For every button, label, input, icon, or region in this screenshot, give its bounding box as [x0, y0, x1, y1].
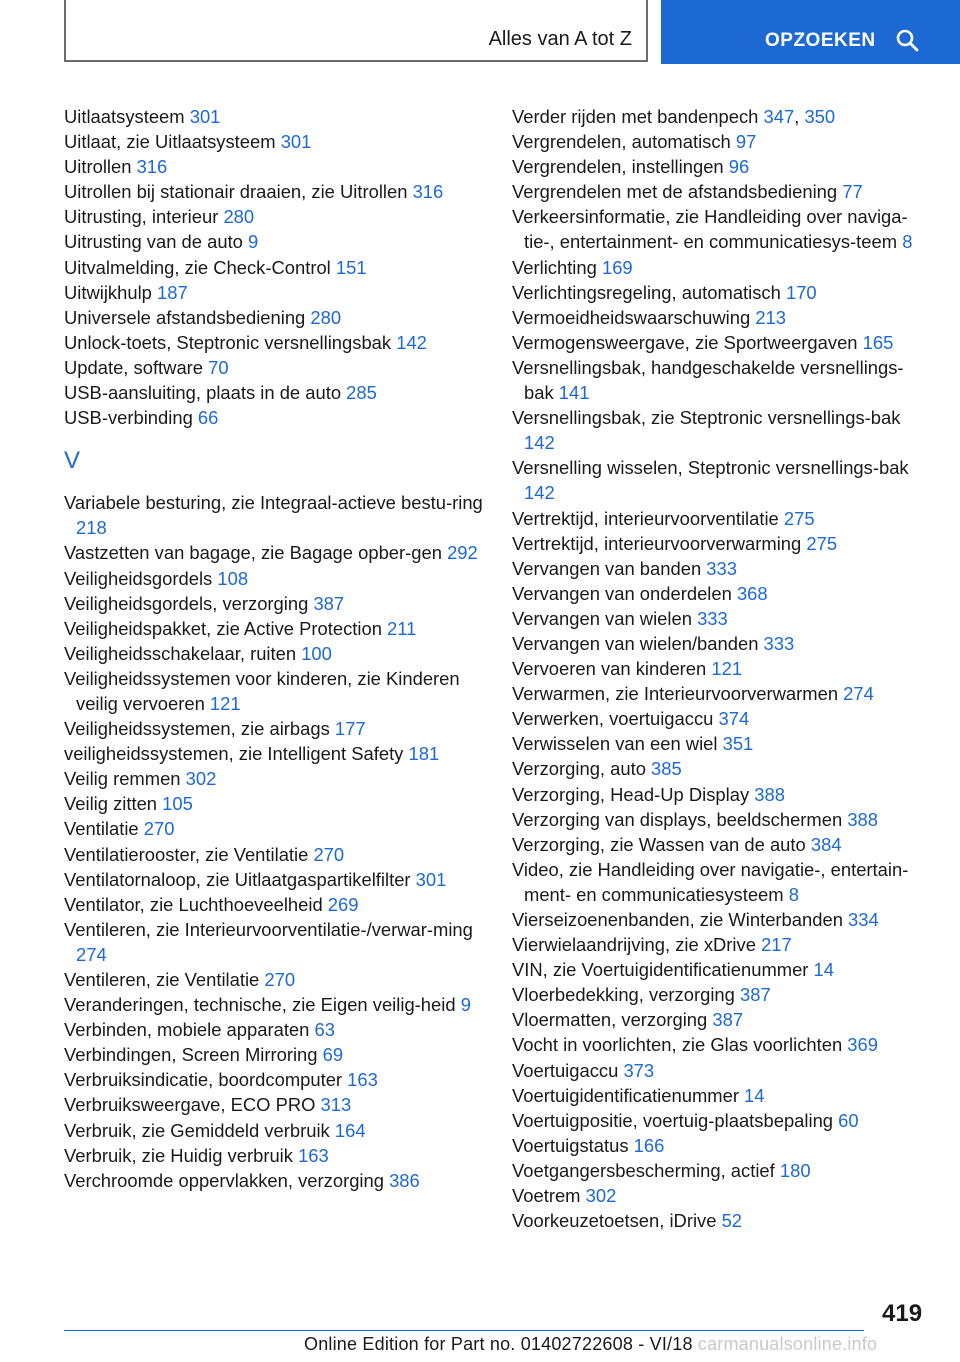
index-entry — [64, 892, 484, 917]
index-entry-term: Universele afstandsbediening — [64, 306, 311, 328]
page-link[interactable]: 302 — [185, 768, 217, 790]
index-entry — [64, 1092, 484, 1117]
page-link[interactable]: 387 — [739, 984, 771, 1006]
index-entry-term: Uitvalmelding, zie Check-Control — [64, 256, 336, 278]
index-entry — [64, 204, 484, 229]
page-link[interactable]: 105 — [162, 793, 193, 815]
footer-watermark: carmanualsonline.info — [697, 1334, 878, 1354]
index-entry — [64, 540, 484, 565]
index-entry — [64, 616, 484, 641]
index-entry-term: Veiligheidsschakelaar, ruiten — [64, 642, 302, 664]
index-entry — [64, 179, 484, 204]
index-entry-term: Versnellingsbak, handgeschakelde versnellings-bak — [512, 356, 904, 404]
page-link[interactable]: 121 — [711, 658, 743, 680]
index-entry — [512, 807, 932, 832]
page-link[interactable]: 285 — [346, 382, 377, 404]
index-entry-term: Voetrem — [512, 1185, 586, 1207]
page-link[interactable]: 301 — [280, 131, 312, 153]
footer-edition: Online Edition for Part no. 01402722608 - VI/18 — [304, 1334, 693, 1354]
page-link[interactable]: 275 — [783, 507, 815, 529]
index-entry-term: Vastzetten van bagage, zie Bagage opber-gen — [64, 542, 448, 564]
index-entry-term: Vermogensweergave, zie Sportweergaven — [512, 331, 863, 353]
index-entry-term: Verbindingen, Screen Mirroring — [64, 1044, 323, 1066]
index-entry-term: Vermoeidheidswaarschuwing — [512, 306, 756, 328]
index-entry-term: Voertuigpositie, voertuig-plaatsbepaling — [512, 1109, 839, 1131]
page-link[interactable]: 163 — [347, 1069, 378, 1091]
page-link[interactable]: 66 — [197, 407, 219, 429]
index-entry — [64, 229, 484, 254]
page-link[interactable]: 9 — [248, 231, 259, 253]
page-link[interactable]: 170 — [785, 281, 817, 303]
index-entry-term: Ventilatierooster, zie Ventilatie — [64, 843, 314, 865]
page-link[interactable]: 269 — [327, 893, 359, 915]
index-entry — [512, 982, 932, 1007]
index-entry — [512, 857, 932, 907]
page-link[interactable]: 333 — [697, 607, 728, 629]
index-entry — [64, 1067, 484, 1092]
index-entry-term: Unlock-toets, Steptronic versnellingsbak — [64, 331, 397, 353]
page-link[interactable]: 69 — [322, 1044, 344, 1066]
index-entry — [512, 581, 932, 606]
page-link[interactable]: 274 — [843, 683, 874, 705]
index-entry — [512, 606, 932, 631]
index-entry — [512, 455, 932, 505]
page-link[interactable]: 313 — [320, 1094, 352, 1116]
index-entry — [64, 405, 484, 430]
page-link[interactable]: 347 — [763, 106, 795, 127]
page-link[interactable]: 8 — [902, 231, 913, 253]
page-number: 419 — [882, 1300, 923, 1327]
index-entry — [64, 591, 484, 616]
index-entry — [512, 706, 932, 731]
index-entry-term: Ventilatornaloop, zie Uitlaatgaspartikelfilter — [64, 868, 416, 890]
index-entry — [64, 1168, 484, 1193]
index-entry — [64, 716, 484, 741]
page-separator: , — [794, 106, 805, 127]
top-navigation — [0, 0, 960, 66]
index-entry-term: Veiligheidspakket, zie Active Protection — [64, 617, 388, 639]
page-link[interactable]: 387 — [712, 1009, 744, 1031]
index-entry-term: Uitwijkhulp — [64, 281, 158, 303]
index-entry-term: Verlichting — [512, 256, 602, 278]
index-entry — [64, 355, 484, 380]
index-entry — [512, 305, 932, 330]
page-link[interactable]: 218 — [76, 517, 107, 539]
index-entry — [512, 556, 932, 581]
page-link[interactable]: 385 — [651, 758, 682, 780]
page-link[interactable]: 386 — [389, 1169, 420, 1191]
page-link[interactable]: 292 — [447, 542, 478, 564]
index-entry — [64, 791, 484, 816]
index-entry — [512, 932, 932, 957]
index-entry — [512, 1032, 932, 1057]
index-entry-term: Update, software — [64, 356, 209, 378]
index-entry-term: Video, zie Handleiding over navigatie-, entertain-ment- en communicatiesysteem — [512, 858, 909, 905]
index-entry-term: Verbruiksweergave, ECO PRO — [64, 1094, 321, 1116]
page-link[interactable]: 301 — [415, 868, 447, 890]
index-entry-term: Vervangen van wielen — [512, 607, 698, 629]
index-entry-term: Versnellingsbak, zie Steptronic versnellings-bak — [512, 407, 901, 429]
page-link[interactable]: 180 — [779, 1159, 811, 1181]
index-entry — [512, 756, 932, 781]
page-link[interactable]: 270 — [143, 818, 175, 840]
page-link[interactable]: 302 — [585, 1185, 617, 1207]
page-link[interactable]: 60 — [838, 1109, 859, 1131]
search-button[interactable] — [661, 0, 960, 64]
page-link[interactable]: 14 — [813, 959, 835, 981]
index-entry-term: Voertuigidentificatienummer — [512, 1084, 745, 1106]
index-entry-term: Verzorging, zie Wassen van de auto — [512, 833, 811, 855]
index-entry-term: Veiligheidssystemen voor kinderen, zie Kinderen veilig vervoeren — [64, 667, 460, 714]
page-link[interactable]: 334 — [848, 909, 879, 930]
search-label: OPZOEKEN — [765, 30, 876, 51]
index-entry — [64, 666, 484, 716]
index-entry-term: Ventilator, zie Luchthoeveelheid — [64, 893, 328, 915]
index-entry — [64, 992, 484, 1017]
index-entry — [512, 506, 932, 531]
index-entry — [512, 1133, 932, 1158]
index-entry — [64, 917, 484, 967]
footer-divider — [64, 1330, 864, 1331]
index-entry-term: Verbruik, zie Huidig verbruik — [64, 1144, 299, 1166]
index-entry-term: Vocht in voorlichten, zie Glas voorlichten — [512, 1034, 848, 1056]
index-entry — [512, 531, 932, 556]
index-column-right — [512, 104, 932, 1233]
page-link[interactable]: 169 — [601, 256, 633, 278]
index-entry-term: Uitrusting van de auto — [64, 231, 249, 253]
page-link[interactable]: 280 — [223, 206, 255, 228]
index-entry-term: Verbruik, zie Gemiddeld verbruik — [64, 1119, 335, 1141]
page-link[interactable]: 368 — [736, 582, 768, 604]
index-entry-term: Variabele besturing, zie Integraal-actieve bestu-ring — [64, 492, 483, 514]
index-entry — [512, 255, 932, 280]
index-entry — [64, 842, 484, 867]
page-link[interactable]: 181 — [408, 743, 440, 765]
index-entry — [512, 104, 932, 129]
tab-index-a-to-z[interactable] — [64, 0, 648, 62]
index-entry-term: Verzorging, Head-Up Display — [512, 783, 755, 805]
index-entry — [512, 782, 932, 807]
index-entry — [64, 104, 484, 129]
index-entry-term: Vergrendelen met de afstandsbediening — [512, 181, 843, 203]
page-link[interactable]: 164 — [334, 1119, 366, 1141]
index-entry — [64, 1143, 484, 1168]
page-link[interactable]: 166 — [633, 1134, 665, 1156]
index-entry — [512, 957, 932, 982]
page-link[interactable]: 350 — [804, 106, 836, 127]
index-entry — [512, 405, 932, 455]
index-entry — [64, 280, 484, 305]
page-link[interactable]: 97 — [735, 131, 757, 153]
page-link[interactable]: 121 — [209, 692, 241, 714]
page-link[interactable]: 163 — [298, 1144, 329, 1166]
index-entry — [512, 681, 932, 706]
index-entry — [64, 1017, 484, 1042]
page-link[interactable]: 52 — [721, 1210, 743, 1232]
index-entry-term: Vervangen van wielen/banden — [512, 632, 764, 654]
page-link[interactable]: 351 — [722, 733, 754, 755]
index-entry — [64, 766, 484, 791]
index-entry — [64, 330, 484, 355]
index-entry — [512, 330, 932, 355]
index-entry — [512, 1108, 932, 1133]
index-entry-term: Voertuigaccu — [512, 1059, 624, 1081]
page-link[interactable]: 77 — [842, 181, 863, 203]
search-icon — [895, 28, 919, 52]
index-entry — [64, 641, 484, 666]
page-link[interactable]: 211 — [387, 617, 417, 639]
index-entry — [64, 154, 484, 179]
index-entry-term: Vloermatten, verzorging — [512, 1009, 713, 1031]
index-entry-term: Verbruiksindicatie, boordcomputer — [64, 1069, 348, 1091]
page-link[interactable]: 316 — [412, 181, 444, 203]
index-entry-term: Voetgangersbescherming, actief — [512, 1159, 780, 1181]
index-entry — [64, 380, 484, 405]
index-entry — [64, 1118, 484, 1143]
page-link[interactable]: 177 — [334, 718, 366, 740]
page-link[interactable]: 142 — [396, 331, 427, 353]
index-entry-term: Verkeersinformatie, zie Handleiding over naviga-tie-, entertainment- en communicatiesys-teem — [512, 206, 908, 253]
page-link[interactable]: 280 — [310, 306, 342, 328]
page-link[interactable]: 142 — [524, 432, 555, 454]
index-entry — [512, 204, 932, 254]
tab-index-label: Alles van A tot Z — [488, 28, 632, 50]
index-entry-term: Vierwielaandrijving, zie xDrive — [512, 934, 762, 956]
index-entry-term: Ventilatie — [64, 818, 144, 840]
page-link[interactable]: 270 — [313, 843, 345, 865]
index-entry-term: Vervoeren van kinderen — [512, 658, 712, 680]
page-link[interactable]: 384 — [810, 833, 842, 855]
page-link[interactable]: 369 — [847, 1034, 878, 1056]
index-entry-term: Vervangen van onderdelen — [512, 582, 737, 604]
index-entry — [512, 1007, 932, 1032]
index-entry — [512, 656, 932, 681]
index-entry — [512, 1058, 932, 1083]
index-entry-term: Vervangen van banden — [512, 557, 707, 579]
page-link[interactable]: 9 — [460, 994, 471, 1016]
index-entry-term: Vierseizoenenbanden, zie Winterbanden — [512, 909, 849, 930]
page-link[interactable]: 96 — [728, 156, 750, 178]
page-link[interactable]: 14 — [744, 1084, 765, 1106]
index-entry — [512, 1158, 932, 1183]
index-entry-term: Vertrektijd, interieurvoorverwarming — [512, 532, 807, 554]
index-entry — [64, 741, 484, 766]
index-entry-term: Verwarmen, zie Interieurvoorverwarmen — [512, 683, 844, 705]
index-entry-term: Veilig zitten — [64, 793, 163, 815]
index-entry-term: Versnelling wisselen, Steptronic versnellings-bak — [512, 457, 909, 479]
page-link[interactable]: 141 — [558, 382, 590, 404]
page-link[interactable]: 274 — [76, 943, 107, 965]
index-entry-term: Vergrendelen, automatisch — [512, 131, 736, 153]
page-link[interactable]: 70 — [208, 356, 229, 378]
index-entry — [512, 1183, 932, 1208]
index-letter-heading: V — [64, 447, 81, 475]
page-link[interactable]: 151 — [335, 256, 367, 278]
page-link[interactable]: 108 — [217, 567, 249, 589]
page-link[interactable]: 388 — [847, 808, 878, 830]
index-entry — [512, 154, 932, 179]
index-entry — [512, 1208, 932, 1233]
index-entry-term: Vergrendelen, instellingen — [512, 156, 729, 178]
page-link[interactable]: 187 — [157, 281, 188, 303]
index-entry — [64, 566, 484, 591]
index-entry — [64, 967, 484, 992]
index-entry-term: Veiligheidssystemen, zie airbags — [64, 718, 335, 740]
index-entry-term: Uitrusting, interieur — [64, 206, 224, 228]
index-entry-term: Veranderingen, technische, zie Eigen veilig-heid — [64, 994, 461, 1016]
index-entry — [64, 816, 484, 841]
index-entry-term: Veilig remmen — [64, 768, 186, 790]
index-entry-term: Verwisselen van een wiel — [512, 733, 723, 755]
page-link[interactable]: 316 — [136, 156, 168, 178]
page-link[interactable]: 373 — [623, 1059, 655, 1081]
page-link[interactable]: 270 — [264, 969, 296, 990]
index-entry — [512, 129, 932, 154]
index-entry — [64, 255, 484, 280]
index-entry-term: Verzorging, auto — [512, 758, 652, 780]
index-entry-term: Voertuigstatus — [512, 1134, 634, 1156]
index-entry — [512, 631, 932, 656]
index-entry — [64, 129, 484, 154]
page-link[interactable]: 142 — [524, 482, 555, 504]
index-entry-term: Veiligheidsgordels — [64, 567, 218, 589]
page-link[interactable]: 217 — [761, 934, 792, 956]
footer — [304, 1334, 877, 1355]
index-entry — [512, 355, 932, 405]
index-entry-term: Vloerbedekking, verzorging — [512, 984, 740, 1006]
index-entry-term: Verder rijden met bandenpech — [512, 106, 764, 127]
index-entry-term: Verbinden, mobiele apparaten — [64, 1019, 315, 1041]
index-entry — [512, 907, 932, 932]
index-entry-term: Uitrollen — [64, 156, 137, 178]
index-entry — [512, 179, 932, 204]
index-entry-term: USB-verbinding — [64, 407, 198, 429]
page-link[interactable]: 333 — [706, 557, 737, 579]
page-link[interactable]: 165 — [862, 331, 894, 353]
page-link[interactable]: 388 — [754, 783, 785, 805]
page-link[interactable]: 374 — [718, 708, 750, 730]
index-entry — [64, 1042, 484, 1067]
index-column-left — [64, 104, 484, 1193]
page-link[interactable]: 301 — [189, 106, 221, 127]
page-link[interactable]: 333 — [763, 632, 795, 654]
index-entry — [64, 305, 484, 330]
index-entry — [512, 1083, 932, 1108]
index-entry-term: USB-aansluiting, plaats in de auto — [64, 382, 347, 404]
index-entry-term: Uitrollen bij stationair draaien, zie Uitrollen — [64, 181, 413, 203]
index-entry-term: Veiligheidsgordels, verzorging — [64, 592, 314, 614]
index-entry — [512, 832, 932, 857]
index-entry-term: Verlichtingsregeling, automatisch — [512, 281, 786, 303]
page-link[interactable]: 8 — [788, 883, 799, 905]
index-entry-term: Uitlaat, zie Uitlaatsysteem — [64, 131, 281, 153]
index-entry-term: Verwerken, voertuigaccu — [512, 708, 719, 730]
page-link[interactable]: 213 — [755, 306, 786, 328]
index-entry-term: veiligheidssystemen, zie Intelligent Safety — [64, 743, 409, 765]
index-entry-term: Voorkeuzetoetsen, iDrive — [512, 1210, 722, 1232]
page-link[interactable]: 100 — [301, 642, 332, 664]
page-link[interactable]: 387 — [313, 592, 345, 614]
index-entry-term: Uitlaatsysteem — [64, 106, 190, 127]
index-entry — [64, 490, 484, 540]
index-entry-term: Verzorging van displays, beeldschermen — [512, 808, 848, 830]
index-entry — [512, 280, 932, 305]
page-link[interactable]: 275 — [806, 532, 838, 554]
page-link[interactable]: 63 — [314, 1019, 335, 1041]
index-entry — [512, 731, 932, 756]
index-entry-term: Ventileren, zie Interieurvoorventilatie-/verwar-ming — [64, 918, 473, 940]
index-entry — [64, 867, 484, 892]
index-entry-term: Vertrektijd, interieurvoorventilatie — [512, 507, 784, 529]
index-entry-term: Ventileren, zie Ventilatie — [64, 969, 265, 990]
index-entry-term: Verchroomde oppervlakken, verzorging — [64, 1169, 390, 1191]
index-entry-term: VIN, zie Voertuigidentificatienummer — [512, 959, 814, 981]
